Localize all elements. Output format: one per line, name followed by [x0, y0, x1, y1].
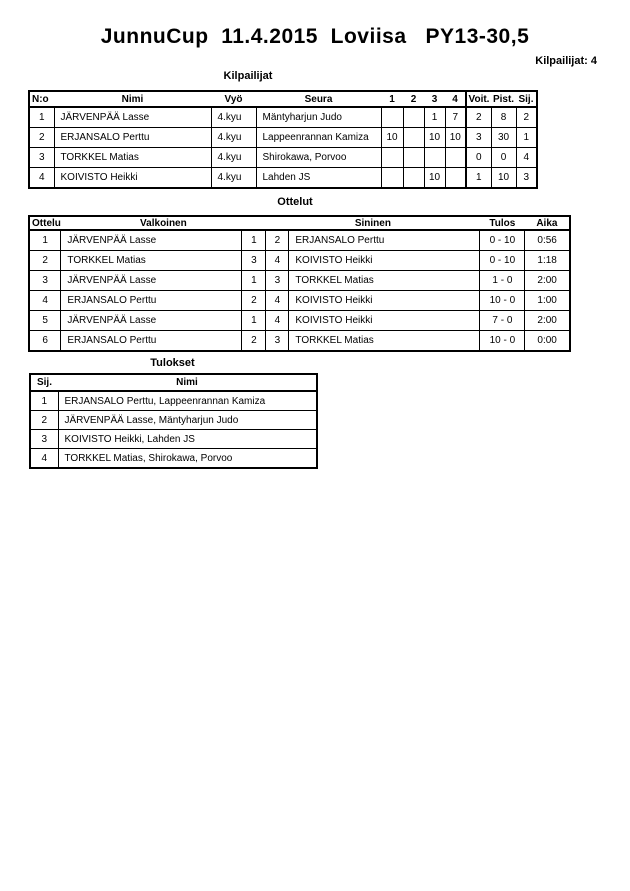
blue-competitor-number: 3	[266, 331, 289, 352]
competitor-row	[29, 168, 537, 189]
white-competitor-number: 3	[242, 251, 266, 271]
match-row	[29, 230, 570, 251]
col-header-round-3: 3	[424, 91, 445, 107]
white-competitor-number: 2	[242, 291, 266, 311]
blue-competitor-name: ERJANSALO Perttu	[289, 230, 480, 251]
score-vs-3	[424, 148, 445, 168]
score-vs-3: 1	[424, 107, 445, 128]
final-placement-number: 4	[30, 449, 58, 469]
competitor-club: Lappeenrannan Kamiza	[256, 128, 381, 148]
col-header-sij-final: Sij.	[30, 374, 58, 391]
match-time: 2:00	[525, 311, 570, 331]
score-vs-3: 10	[424, 128, 445, 148]
wins-value: 3	[466, 128, 491, 148]
placement-value: 3	[516, 168, 537, 189]
blue-competitor-number: 4	[266, 291, 289, 311]
competitor-number: 4	[29, 168, 54, 189]
points-value: 8	[491, 107, 516, 128]
score-vs-2	[403, 148, 424, 168]
score-vs-1	[381, 148, 403, 168]
wins-value: 1	[466, 168, 491, 189]
section-title-ottelut: Ottelut	[277, 196, 313, 208]
score-vs-4	[445, 148, 466, 168]
white-competitor-name: JÄRVENPÄÄ Lasse	[61, 311, 242, 331]
competitor-belt: 4.kyu	[211, 107, 256, 128]
competitor-belt: 4.kyu	[211, 148, 256, 168]
placement-value: 1	[516, 128, 537, 148]
match-row	[29, 251, 570, 271]
white-competitor-name: TORKKEL Matias	[61, 251, 242, 271]
ottelut-table	[28, 215, 571, 352]
match-result: 7 - 0	[480, 311, 525, 331]
col-header-nimi-final: Nimi	[58, 374, 317, 391]
competitors-count-label: Kilpailijat: 4	[535, 55, 597, 67]
ottelut-header-row	[29, 216, 570, 230]
competitor-number: 3	[29, 148, 54, 168]
final-placement-name: KOIVISTO Heikki, Lahden JS	[58, 430, 317, 449]
col-header-voit: Voit.	[466, 91, 491, 107]
score-vs-4: 7	[445, 107, 466, 128]
match-time: 2:00	[525, 271, 570, 291]
match-result: 10 - 0	[480, 331, 525, 352]
wins-value: 2	[466, 107, 491, 128]
match-row	[29, 291, 570, 311]
score-vs-4: 10	[445, 128, 466, 148]
kilpailijat-header-row	[29, 91, 537, 107]
final-placement-number: 2	[30, 411, 58, 430]
competitor-name: KOIVISTO Heikki	[54, 168, 211, 189]
placement-value: 2	[516, 107, 537, 128]
col-header-valkoinen: Valkoinen	[61, 216, 266, 230]
score-vs-2	[403, 168, 424, 189]
white-competitor-name: JÄRVENPÄÄ Lasse	[61, 230, 242, 251]
final-placement-row	[30, 391, 317, 411]
competitor-belt: 4.kyu	[211, 168, 256, 189]
points-value: 10	[491, 168, 516, 189]
match-time: 1:00	[525, 291, 570, 311]
col-header-sininen: Sininen	[266, 216, 480, 230]
match-row	[29, 311, 570, 331]
score-vs-1: 10	[381, 128, 403, 148]
blue-competitor-name: KOIVISTO Heikki	[289, 291, 480, 311]
competitor-row	[29, 148, 537, 168]
white-competitor-number: 1	[242, 311, 266, 331]
page-title: JunnuCup 11.4.2015 Loviisa PY13-30,5	[100, 25, 530, 48]
match-result: 1 - 0	[480, 271, 525, 291]
match-number: 5	[29, 311, 61, 331]
final-placement-number: 3	[30, 430, 58, 449]
blue-competitor-number: 3	[266, 271, 289, 291]
col-header-tulos: Tulos	[480, 216, 525, 230]
final-placement-name: JÄRVENPÄÄ Lasse, Mäntyharjun Judo	[58, 411, 317, 430]
white-competitor-name: JÄRVENPÄÄ Lasse	[61, 271, 242, 291]
score-vs-3: 10	[424, 168, 445, 189]
competitor-name: JÄRVENPÄÄ Lasse	[54, 107, 211, 128]
white-competitor-number: 1	[242, 271, 266, 291]
blue-competitor-number: 4	[266, 311, 289, 331]
white-competitor-name: ERJANSALO Perttu	[61, 291, 242, 311]
placement-value: 4	[516, 148, 537, 168]
competitor-club: Lahden JS	[256, 168, 381, 189]
blue-competitor-name: KOIVISTO Heikki	[289, 251, 480, 271]
white-competitor-name: ERJANSALO Perttu	[61, 331, 242, 352]
competitor-row	[29, 128, 537, 148]
match-result: 10 - 0	[480, 291, 525, 311]
match-row	[29, 331, 570, 352]
blue-competitor-number: 2	[266, 230, 289, 251]
competitor-name: TORKKEL Matias	[54, 148, 211, 168]
section-title-kilpailijat: Kilpailijat	[223, 70, 273, 82]
match-time: 1:18	[525, 251, 570, 271]
section-title-tulokset: Tulokset	[150, 357, 195, 369]
score-vs-1	[381, 107, 403, 128]
match-number: 6	[29, 331, 61, 352]
competitor-row	[29, 107, 537, 128]
kilpailijat-table	[28, 90, 538, 189]
final-placement-row	[30, 449, 317, 469]
match-result: 0 - 10	[480, 230, 525, 251]
match-number: 2	[29, 251, 61, 271]
competitor-number: 1	[29, 107, 54, 128]
match-number: 4	[29, 291, 61, 311]
match-result: 0 - 10	[480, 251, 525, 271]
col-header-ottelu: Ottelu	[29, 216, 61, 230]
final-placement-name: TORKKEL Matias, Shirokawa, Porvoo	[58, 449, 317, 469]
points-value: 0	[491, 148, 516, 168]
competitor-club: Shirokawa, Porvoo	[256, 148, 381, 168]
final-placement-number: 1	[30, 391, 58, 411]
col-header-round-4: 4	[445, 91, 466, 107]
tulokset-header-row	[30, 374, 317, 391]
final-placement-row	[30, 411, 317, 430]
col-header-sij: Sij.	[516, 91, 537, 107]
final-placement-row	[30, 430, 317, 449]
final-placement-name: ERJANSALO Perttu, Lappeenrannan Kamiza	[58, 391, 317, 411]
col-header-round-1: 1	[381, 91, 403, 107]
match-row	[29, 271, 570, 291]
col-header-aika: Aika	[525, 216, 570, 230]
score-vs-4	[445, 168, 466, 189]
col-header-pist: Pist.	[491, 91, 516, 107]
score-vs-2	[403, 128, 424, 148]
wins-value: 0	[466, 148, 491, 168]
match-number: 1	[29, 230, 61, 251]
competitor-belt: 4.kyu	[211, 128, 256, 148]
blue-competitor-name: TORKKEL Matias	[289, 331, 480, 352]
competitor-number: 2	[29, 128, 54, 148]
points-value: 30	[491, 128, 516, 148]
col-header-seura: Seura	[256, 91, 381, 107]
tulokset-table	[29, 373, 318, 469]
competitor-name: ERJANSALO Perttu	[54, 128, 211, 148]
score-vs-1	[381, 168, 403, 189]
blue-competitor-name: TORKKEL Matias	[289, 271, 480, 291]
match-time: 0:00	[525, 331, 570, 352]
col-header-no: N:o	[29, 91, 54, 107]
col-header-round-2: 2	[403, 91, 424, 107]
blue-competitor-name: KOIVISTO Heikki	[289, 311, 480, 331]
col-header-nimi: Nimi	[54, 91, 211, 107]
white-competitor-number: 2	[242, 331, 266, 352]
competitor-club: Mäntyharjun Judo	[256, 107, 381, 128]
blue-competitor-number: 4	[266, 251, 289, 271]
match-time: 0:56	[525, 230, 570, 251]
score-vs-2	[403, 107, 424, 128]
col-header-vyo: Vyö	[211, 91, 256, 107]
white-competitor-number: 1	[242, 230, 266, 251]
match-number: 3	[29, 271, 61, 291]
